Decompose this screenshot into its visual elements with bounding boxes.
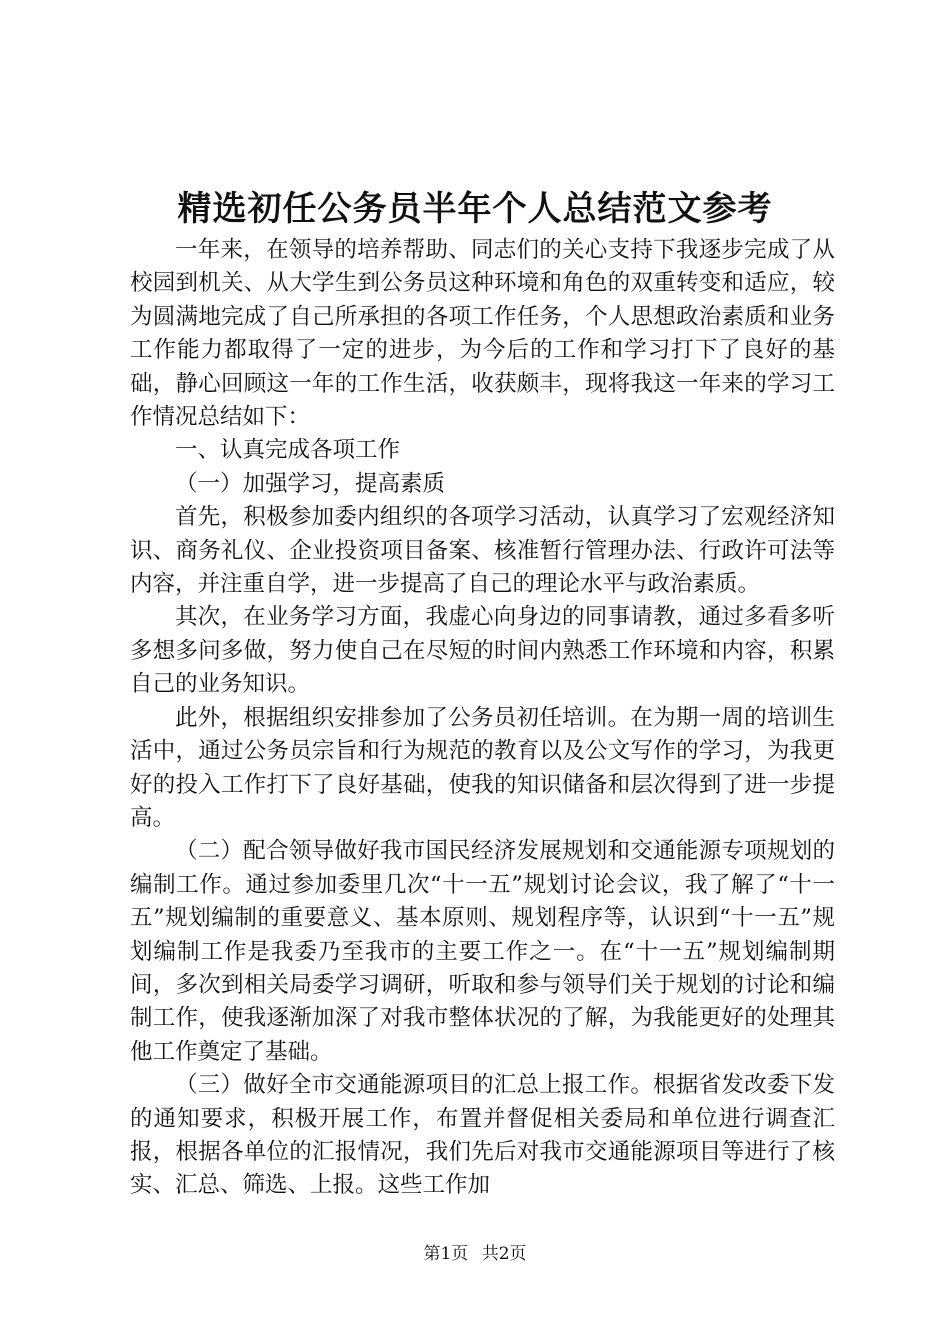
paragraph-intro: 一年来，在领导的培养帮助、同志们的关心支持下我逐步完成了从校园到机关、从大学生到公务员这种环境和角色的双重转变和适应，较为圆满地完成了自己所承担的各项工作任务，个人思想政治素质和业务工作能力都取得了一定的进步，为今后的工作和学习打下了良好的基础，静心回顾这一年的工作生活，收获颇丰，现将我这一年来的学习工作情况总结如下： [130, 237, 835, 431]
paragraph-third: 此外，根据组织安排参加了公务员初任培训。在为期一周的培训生活中，通过公务员宗旨和行为规范的教育以及公文写作的学习，为我更好的投入工作打下了良好基础，使我的知识储备和层次得到了进一步提高。 [130, 704, 835, 831]
page-number: 第1页 [423, 1244, 469, 1264]
document-body [130, 234, 835, 1203]
document-title: 精选初任公务员半年个人总结范文参考 [177, 189, 773, 229]
paragraph-first: 首先，积极参加委内组织的各项学习活动，认真学习了宏观经济知识、商务礼仪、企业投资项目备案、核准暂行管理办法、行政许可法等内容，并注重自学，进一步提高了自己的理论水平与政治素质。 [130, 504, 835, 598]
paragraph-subsection-2: （二）配合领导做好我市国民经济发展规划和交通能源专项规划的编制工作。通过参加委里几次“十一五”规划讨论会议，我了解了“十一五”规划编制的重要意义、基本原则、规划程序等，认识到“十一五”规划编制工作是我委乃至我市的主要工作之一。在“十一五”规划编制期间，多次到相关局委学习调研，听取和参与领导们关于规划的讨论和编制工作，使我逐渐加深了对我市整体状况的了解，为我能更好的处理其他工作奠定了基础。 [130, 838, 835, 1065]
paragraph-subsection-3: （三）做好全市交通能源项目的汇总上报工作。根据省发改委下发的通知要求，积极开展工作，布置并督促相关委局和单位进行调查汇报，根据各单位的汇报情况，我们先后对我市交通能源项目等进行了核实、汇总、筛选、上报。这些工作加 [130, 1072, 835, 1199]
page-total: 共2页 [481, 1244, 527, 1264]
paragraph-second: 其次，在业务学习方面，我虚心向身边的同事请教，通过多看多听多想多问多做，努力使自己在尽短的时间内熟悉工作环境和内容，积累自己的业务知识。 [130, 604, 835, 698]
section-heading-1: 一、认真完成各项工作 [175, 437, 401, 464]
subsection-heading-1: （一）加强学习，提高素质 [175, 470, 446, 497]
page-footer [0, 1243, 950, 1265]
